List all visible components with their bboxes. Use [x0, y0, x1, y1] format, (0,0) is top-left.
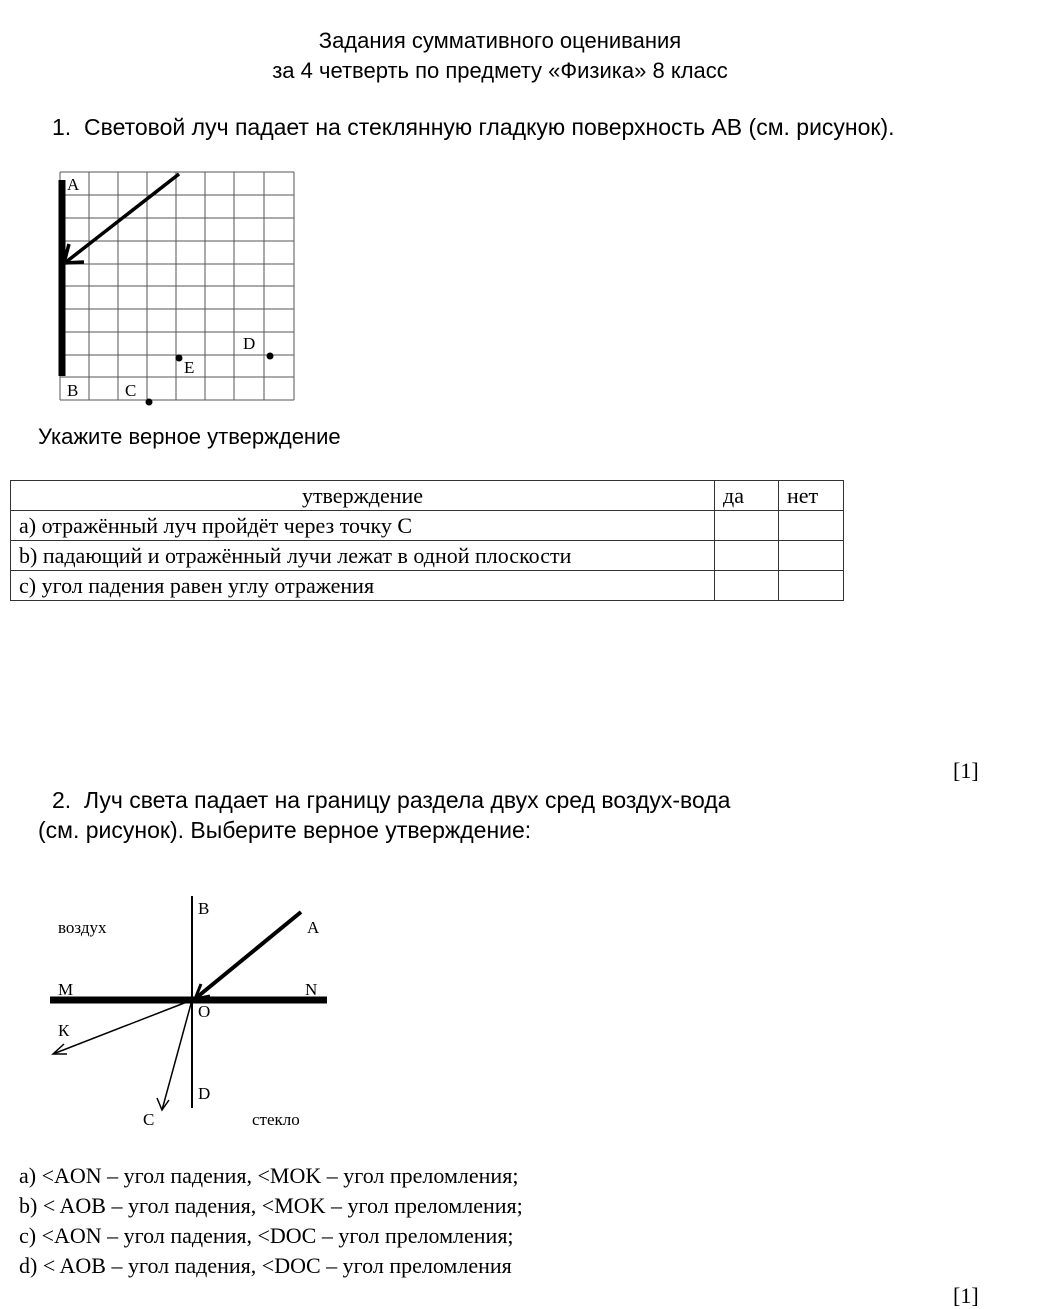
table-row [11, 511, 844, 541]
q1-number: 1. [52, 114, 72, 140]
statement-table [10, 480, 844, 601]
doc-title-line1: Задания суммативного оценивания [318, 28, 682, 53]
statement-cell: a) отражённый луч пройдёт через точку С [11, 511, 715, 541]
incident-ray-ao [196, 912, 301, 998]
header-yes: да [715, 481, 779, 511]
point-c-dot [146, 399, 153, 406]
table-header-row [11, 481, 844, 511]
label-m: M [58, 980, 74, 999]
table-row [11, 571, 844, 601]
answer-option-a[interactable]: a) <AON – угол падения, <MOK – угол преломления; [19, 1163, 519, 1188]
no-cell[interactable] [779, 541, 844, 571]
table-row [11, 541, 844, 571]
label-c: C [143, 1110, 155, 1129]
answer-option-b[interactable]: b) < AOB – угол падения, <MOK – угол преломления; [19, 1193, 523, 1218]
point-e-dot [176, 355, 183, 362]
q2-text-line1: Луч света падает на границу раздела двух сред воздух-вода [84, 787, 731, 813]
label-d: D [198, 1084, 211, 1103]
point-d-dot [267, 353, 274, 360]
q2-score: [1] [953, 1283, 979, 1308]
q1-grid [60, 172, 294, 400]
label-b: B [67, 381, 79, 400]
header-no: нет [779, 481, 844, 511]
label-glass: стекло [252, 1110, 300, 1129]
ray-oc [162, 1000, 192, 1110]
q2-text-line2: (см. рисунок). Выберите верное утверждение: [38, 817, 532, 843]
label-c: C [125, 381, 137, 400]
yes-cell[interactable] [715, 571, 779, 601]
label-e: E [184, 358, 195, 377]
q2-number: 2. [52, 787, 72, 813]
label-d: D [243, 334, 256, 353]
label-k: К [58, 1021, 70, 1040]
label-n: N [305, 980, 318, 999]
label-o: O [198, 1002, 211, 1021]
no-cell[interactable] [779, 571, 844, 601]
q1-prompt: Укажите верное утверждение [38, 424, 341, 449]
yes-cell[interactable] [715, 511, 779, 541]
q1-figure [0, 160, 320, 420]
label-air: воздух [58, 918, 107, 937]
ray-ok [53, 1000, 192, 1054]
label-b: B [198, 899, 210, 918]
doc-title-line2: за 4 четверть по предмету «Физика» 8 класс [272, 58, 728, 83]
answer-option-c[interactable]: c) <AON – угол падения, <DOC – угол преломления; [19, 1223, 514, 1248]
no-cell[interactable] [779, 511, 844, 541]
statement-cell: c) угол падения равен углу отражения [11, 571, 715, 601]
q1-text: Световой луч падает на стеклянную гладкую поверхность АВ (см. рисунок). [84, 114, 895, 140]
q1-score: [1] [953, 758, 979, 783]
yes-cell[interactable] [715, 541, 779, 571]
q2-figure [0, 880, 360, 1140]
label-a: A [307, 918, 320, 937]
answer-option-d[interactable]: d) < AOB – угол падения, <DOC – угол преломления [19, 1253, 512, 1278]
label-a: A [67, 175, 80, 194]
answer-options [19, 1161, 523, 1281]
statement-cell: b) падающий и отражённый лучи лежат в одной плоскости [11, 541, 715, 571]
header-statement: утверждение [11, 481, 715, 511]
